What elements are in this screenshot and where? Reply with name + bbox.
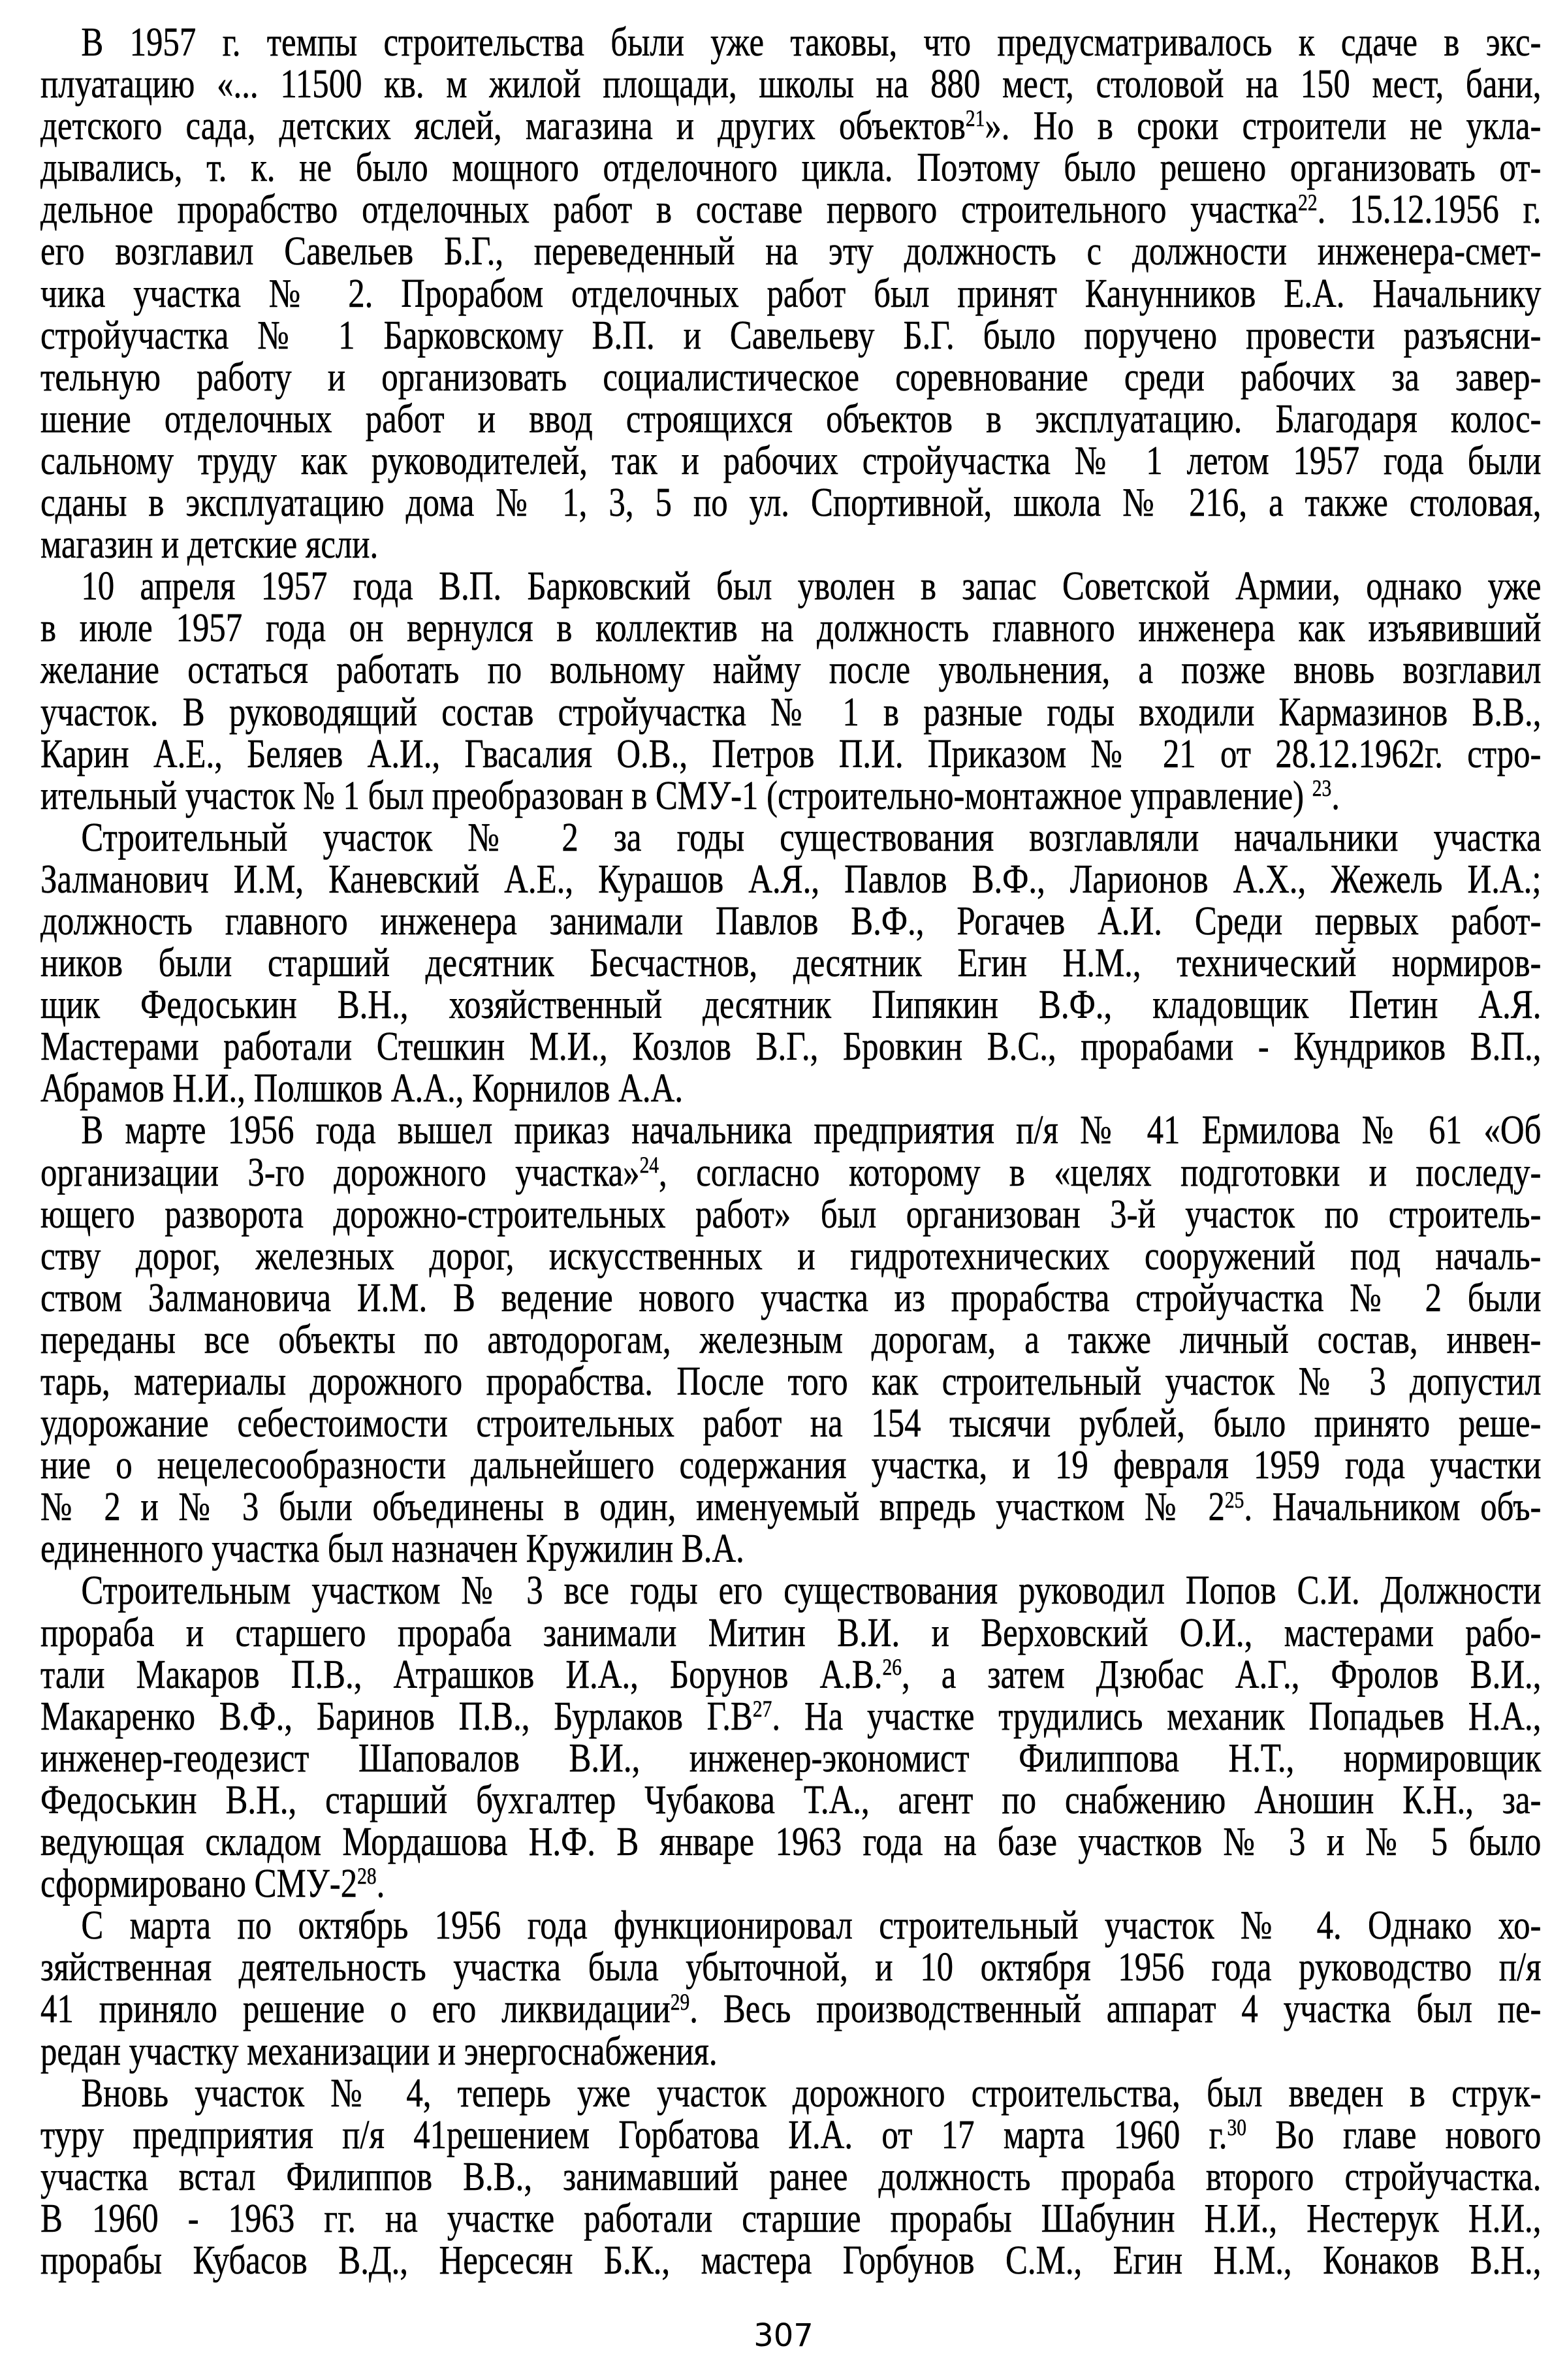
page-number: 307 — [753, 2317, 814, 2354]
text-line: магазин и детские ясли. — [40, 522, 379, 567]
text-line: единенного участка был назначен Кружилин В.А. — [40, 1527, 744, 1572]
text-line: редан участку механизации и энергоснабжения. — [40, 2029, 718, 2074]
text-line: ние о нецелесообразности дальнейшего содержания участка, и 19 февраля 1959 года участки — [40, 1443, 1542, 1488]
footnote-marker: 29 — [670, 1988, 690, 2015]
text-line: чика участка № 2. Прорабом отделочных работ был принят Канунников Е.А. Начальнику — [40, 271, 1542, 316]
text-line: стройучастка № 1 Барковскому В.П. и Савельеву Б.Г. было поручено провести разъясни- — [40, 313, 1542, 358]
footnote-marker: 27 — [752, 1695, 772, 1722]
footnote-marker: 24 — [639, 1151, 659, 1178]
text-line: плуатацию «... 11500 кв. м жилой площади, школы на 880 мест, столовой на 150 мест, бани, — [40, 62, 1542, 107]
text-line: Залманович И.М, Каневский А.Е., Курашов А.Я., Павлов В.Ф., Ларионов А.Х., Жежель И.А.; — [40, 857, 1542, 902]
text-line: переданы все объекты по автодорогам, железным дорогам, а также личный состав, инвен- — [40, 1317, 1542, 1362]
text-line: ющего разворота дорожно-строительных работ» был организован 3-й участок по строитель- — [40, 1192, 1542, 1237]
text-line: удорожание себестоимости строительных работ на 154 тысячи рублей, было принято реше- — [40, 1401, 1542, 1446]
text-block — [40, 22, 1541, 2281]
text-line: Строительным участком № 3 все годы его существования руководил Попов С.И. Должности — [81, 1568, 1542, 1613]
text-line: Карин А.Е., Беляев А.И., Гвасалия О.В., Петров П.И. Приказом № 21 от 28.12.1962г. стро- — [40, 731, 1542, 776]
text-line: В марте 1956 года вышел приказ начальника предприятия п/я № 41 Ермилова № 61 «Об — [81, 1108, 1542, 1153]
text-line: шение отделочных работ и ввод строящихся объектов в эксплуатацию. Благодаря колос- — [40, 396, 1542, 441]
text-line: в июле 1957 года он вернулся в коллектив на должность главного инженера как изъявивший — [40, 606, 1542, 651]
footnote-marker: 23 — [1312, 774, 1332, 801]
text-line: его возглавил Савельев Б.Г., переведенный на эту должность с должности инженера-смет- — [40, 229, 1542, 274]
text-line: прорабы Кубасов В.Д., Нерсесян Б.К., мастера Горбунов С.М., Егин Н.М., Конаков В.Н., — [40, 2238, 1542, 2283]
text-line: № 2 и № 3 были объединены в один, именуемый впредь участком № $2^{25}$. Начальником объ- — [40, 1485, 1542, 1530]
text-line: тарь, материалы дорожного прорабства. После того как строительный участок № 3 допустил — [40, 1359, 1542, 1404]
text-line: туру предприятия п/я 41решением Горбатова И.А. от 17 марта 1960 г.$^{30}$ Во главе нового — [40, 2112, 1542, 2157]
text-line: Абрамов Н.И., Полшков А.А., Корнилов А.А. — [40, 1066, 684, 1111]
text-line: детского сада, детских яслей, магазина и других объектов$^{21}$». Но в сроки строители не укла- — [40, 104, 1542, 149]
footnote-marker: 25 — [1224, 1486, 1244, 1513]
text-line: участка встал Филиппов В.В., занимавший ранее должность прораба второго стройучастка. — [40, 2154, 1542, 2199]
text-line: прораба и старшего прораба занимали Митин В.И. и Верховский О.И., мастерами рабо- — [40, 1610, 1542, 1655]
text-line: 10 апреля 1957 года В.П. Барковский был уволен в запас Советской Армии, однако уже — [81, 564, 1542, 609]
text-line: участок. В руководящий состав стройучастка № 1 в разные годы входили Кармазинов В.В., — [40, 690, 1542, 735]
text-line: ведующая складом Мордашова Н.Ф. В январе 1963 года на базе участков № 3 и № 5 было — [40, 1820, 1542, 1865]
text-line: дельное прорабство отделочных работ в составе первого строительного участка$^{22}$. 15.12.1956 г. — [40, 187, 1542, 232]
text-line: Мастерами работали Стешкин М.И., Козлов В.Г., Бровкин В.С., прорабами - Кундриков В.П., — [40, 1024, 1542, 1070]
footnote-marker: 30 — [1227, 2114, 1246, 2140]
text-line: С марта по октябрь 1956 года функционировал строительный участок № 4. Однако хо- — [81, 1903, 1542, 1948]
text-line: Вновь участок № 4, теперь уже участок дорожного строительства, был введен в струк- — [81, 2071, 1542, 2116]
text-line: ству дорог, железных дорог, искусственных и гидротехнических сооружений под началь- — [40, 1233, 1542, 1278]
footnote-marker: 26 — [882, 1653, 902, 1680]
text-line: В 1960 - 1963 гг. на участке работали старшие прорабы Шабунин Н.И., Нестерук Н.И., — [40, 2196, 1542, 2241]
text-line: дывались, т. к. не было мощного отделочного цикла. Поэтому было решено организовать от- — [40, 146, 1542, 191]
text-line: организации 3-го дорожного участка»$^{24}$, согласно которому в «целях подготовки и последу- — [40, 1150, 1542, 1195]
page-body — [40, 22, 1541, 2281]
text-line: ительный участок № 1 был преобразован в СМУ-1 (строительно-монтажное управление) $^{23}$. — [40, 773, 1340, 818]
footnote-marker: 21 — [965, 105, 985, 132]
text-line: ников были старший десятник Бесчастнов, десятник Егин Н.М., технический нормиров- — [40, 941, 1542, 986]
text-line: В 1957 г. темпы строительства были уже таковы, что предусматривалось к сдаче в экс- — [81, 20, 1542, 65]
text-line: Федоськин В.Н., старший бухгалтер Чубакова Т.А., агент по снабжению Аношин К.Н., за- — [40, 1777, 1542, 1822]
text-line: должность главного инженера занимали Павлов В.Ф., Рогачев А.И. Среди первых работ- — [40, 898, 1542, 944]
text-line: тельную работу и организовать социалистическое соревнование среди рабочих за завер- — [40, 355, 1542, 400]
text-line: сформировано СМУ-$2^{28}$. — [40, 1862, 385, 1907]
text-line: желание остаться работать по вольному найму после увольнения, а позже вновь возглавил — [40, 648, 1542, 693]
text-line: Макаренко В.Ф., Баринов П.В., Бурлаков $Г.В^{27}$. На участке трудились механик Попадьев Н.А., — [40, 1694, 1542, 1739]
footnote-marker: 28 — [357, 1863, 377, 1890]
footnote-marker: 22 — [1298, 189, 1318, 215]
text-line: тали Макаров П.В., Атрашков И.А., Борунов А.В.$^{26}$, а затем Дзюбас А.Г., Фролов В.И., — [40, 1652, 1542, 1697]
text-line: ством Залмановича И.М. В ведение нового участка из прорабства стройучастка № 2 были — [40, 1275, 1542, 1320]
text-line: сальному труду как руководителей, так и рабочих стройучастка № 1 летом 1957 года были — [40, 438, 1542, 483]
text-line: Строительный участок № 2 за годы существования возглавляли начальники участка — [81, 815, 1542, 860]
text-line: щик Федоськин В.Н., хозяйственный десятник Пипякин В.Ф., кладовщик Петин А.Я. — [40, 983, 1542, 1028]
text-line: сданы в эксплуатацию дома № 1, 3, 5 по ул. Спортивной, школа № 216, а также столовая, — [40, 481, 1542, 526]
text-line: инженер-геодезист Шаповалов В.И., инженер-экономист Филиппова Н.Т., нормировщик — [40, 1736, 1542, 1781]
text-line: 41 приняло решение о его ликвидации$^{29}$. Весь производственный аппарат 4 участка был пе- — [40, 1987, 1542, 2032]
text-line: зяйственная деятельность участка была убыточной, и 10 октября 1956 года руководство п/я — [40, 1945, 1542, 1990]
